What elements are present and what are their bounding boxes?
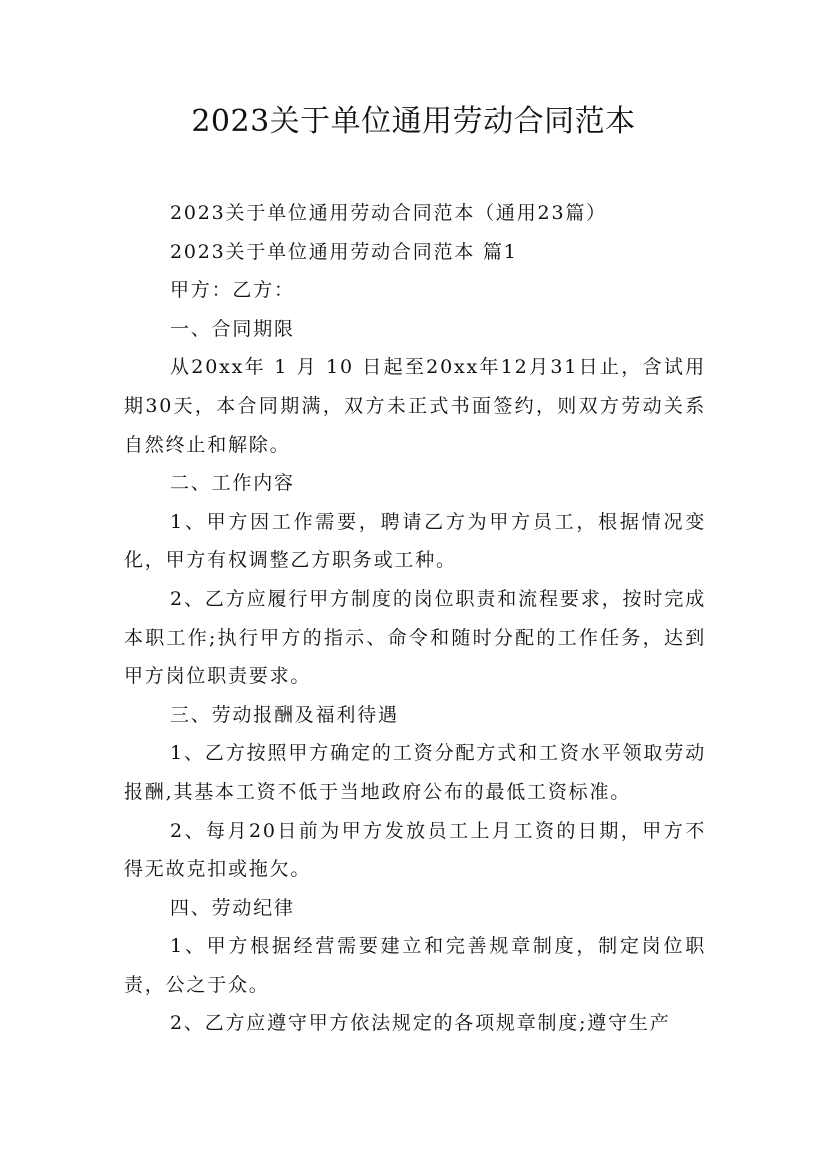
- document-title: 2023关于单位通用劳动合同范本: [191, 104, 636, 139]
- paragraph-remuneration-2: 2、每月20日前为甲方发放员工上月工资的日期，甲方不得无故克扣或拖欠。: [124, 819, 706, 881]
- section-heading-labor-discipline: 四、劳动纪律: [170, 896, 295, 919]
- section-heading-work-content: 二、工作内容: [170, 472, 295, 495]
- paragraph-labor-discipline-2: 2、乙方应遵守甲方依法规定的各项规章制度;遵守生产: [170, 1012, 671, 1035]
- paragraph-chapter-heading: 2023关于单位通用劳动合同范本 篇1: [170, 240, 518, 263]
- paragraph-work-content-1: 1、甲方因工作需要，聘请乙方为甲方员工，根据情况变化，甲方有权调整乙方职务或工种。: [124, 510, 706, 572]
- paragraph-labor-discipline-1: 1、甲方根据经营需要建立和完善规章制度，制定岗位职责，公之于众。: [124, 935, 706, 996]
- paragraph-contract-term: 从20xx年 1 月 10 日起至20xx年12月31日止，含试用期30天，本合同期满，双方未正式书面签约，则双方劳动关系自然终止和解除。: [124, 356, 706, 456]
- section-heading-remuneration: 三、劳动报酬及福利待遇: [170, 703, 399, 726]
- paragraph-subtitle: 2023关于单位通用劳动合同范本（通用23篇）: [170, 202, 607, 224]
- document-body: [124, 194, 706, 1043]
- section-heading-contract-term: 一、合同期限: [170, 317, 295, 340]
- paragraph-work-content-2: 2、乙方应履行甲方制度的岗位职责和流程要求，按时完成本职工作;执行甲方的指示、命令和随时分配的工作任务，达到甲方岗位职责要求。: [124, 587, 706, 688]
- paragraph-remuneration-1: 1、乙方按照甲方确定的工资分配方式和工资水平领取劳动报酬,其基本工资不低于当地政府公布的最低工资标准。: [124, 742, 706, 803]
- paragraph-parties: 甲方：乙方：: [170, 279, 295, 302]
